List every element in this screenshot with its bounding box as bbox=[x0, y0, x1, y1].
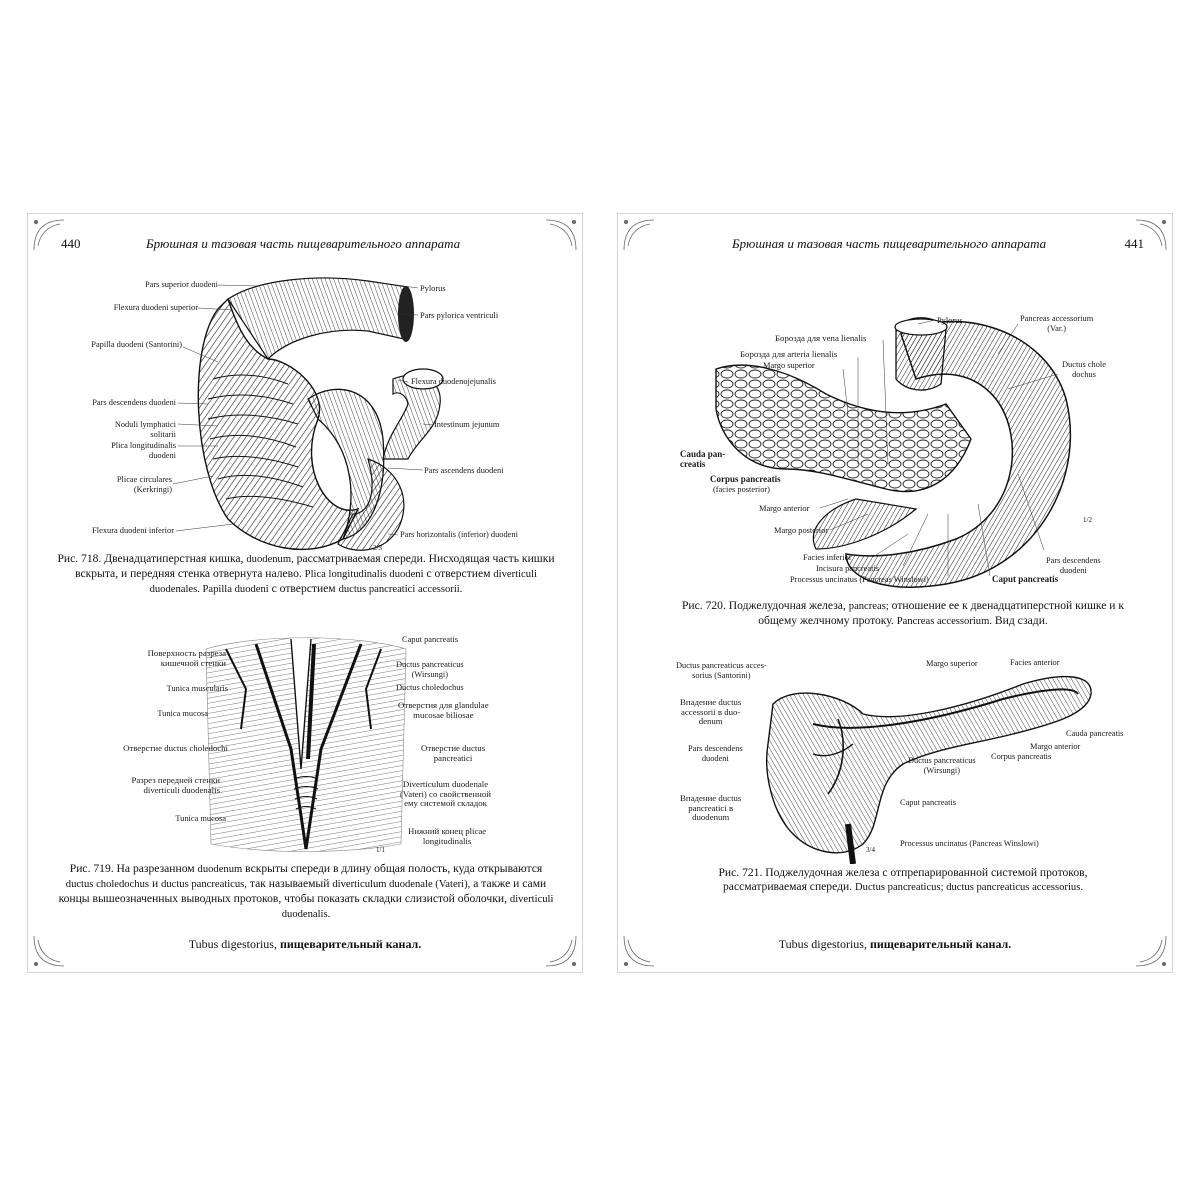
scale-label: 2/3 bbox=[373, 544, 382, 552]
label-poverhnost: Поверхность разреза кишечной стенки bbox=[147, 648, 226, 668]
label-diverticulum-duodenale: Diverticulum duodenale (Vateri) со свойственной ему системой складок bbox=[400, 779, 491, 809]
label-processus-uncinatus: Processus uncinatus (Pancreas Winslowi) bbox=[900, 839, 1039, 848]
label-flexura-duodenojejunalis: Flexura duodenojejunalis bbox=[411, 377, 496, 386]
figure-718-caption: Рис. 718. Двенадцатиперстная кишка, duodenum, рассматриваемая спереди. Нисходящая часть кишки вскрыта, и передняя стенка отвернута налево. Plica longitudinalis duodeni с отверстием diverticuli duodenales. Papilla duodeni с отверстием ductus pancreatici accessorii. bbox=[57, 552, 555, 595]
label-razrez: Разрез передней стенки diverticuli duodenalis bbox=[131, 775, 220, 795]
label-pylorus: Pylorus bbox=[937, 316, 963, 325]
label-margo-anterior: Margo anterior bbox=[1030, 742, 1081, 751]
scale-label: 3/4 bbox=[866, 846, 875, 854]
label-plicae-circulares: Plicae circulares (Kerkringi) bbox=[116, 475, 172, 494]
label-tunica-mucosa-2: Tunica mucosa bbox=[175, 814, 226, 823]
label-ductus-accessorius: Ductus pancreaticus acces- sorius (Santorini) bbox=[676, 661, 767, 680]
page-footer: Tubus digestorius, пищеварительный канал. bbox=[778, 937, 1012, 951]
right-page bbox=[617, 213, 1173, 973]
label-tunica-mucosa: Tunica mucosa bbox=[157, 709, 208, 718]
figure-721-caption: Рис. 721. Поджелудочная железа с отпрепарированной системой протоков, рассматриваемая спереди. Ductus pancreaticus; ductus pancreaticus accessorius. bbox=[718, 866, 1088, 893]
label-ductus-wirsungi: Ductus pancreaticus (Wirsungi) bbox=[908, 756, 976, 775]
label-pars-descendens: Pars descendens duodeni bbox=[688, 744, 743, 763]
label-nizhniy-konec: Нижний конец plicae longitudinalis bbox=[408, 826, 487, 846]
label-borozda-arteria: Борозда для arteria lienalis bbox=[740, 349, 838, 359]
label-pars-ascendens: Pars ascendens duodeni bbox=[424, 466, 504, 475]
page-number: 441 bbox=[1124, 236, 1144, 251]
running-head: Брюшная и тазовая часть пищеварительного аппарата bbox=[146, 236, 461, 251]
page-number: 440 bbox=[61, 236, 81, 251]
label-cauda-pancreatis: Cauda pan- creatis bbox=[680, 449, 726, 469]
label-margo-posterior: Margo posterior bbox=[774, 526, 829, 535]
label-noduli: Noduli lymphatici solitarii bbox=[114, 420, 176, 439]
label-pars-descendens: Pars descendens duodeni bbox=[92, 398, 176, 407]
scale-label: 1/2 bbox=[1083, 516, 1092, 524]
page-footer: Tubus digestorius, пищеварительный канал. bbox=[188, 937, 422, 951]
label-facies-posterior: (facies posterior) bbox=[713, 485, 770, 494]
label-pars-superior: Pars superior duodeni bbox=[144, 280, 218, 289]
label-caput-pancreatis: Caput pancreatis bbox=[402, 635, 459, 644]
label-jejunum: Intestinum jejunum bbox=[434, 420, 500, 429]
label-incisura: Incisura pancreatis bbox=[816, 564, 880, 573]
label-margo-superior: Margo superior bbox=[763, 361, 815, 370]
label-caput-pancreatis: Caput pancreatis bbox=[992, 574, 1059, 584]
scale-label: 1/1 bbox=[376, 846, 385, 854]
label-margo-anterior: Margo anterior bbox=[759, 504, 810, 513]
label-corpus-pancreatis: Corpus pancreatis bbox=[991, 752, 1052, 761]
label-vpadenie-pancreatici: Впадение ductus pancreatici в duodenum bbox=[680, 793, 742, 823]
label-ductus-choledochus: Ductus chole dochus bbox=[1062, 360, 1106, 379]
label-processus-uncinatus: Processus uncinatus (Pancreas Winslowi) bbox=[790, 575, 929, 584]
label-flexura-superior: Flexura duodeni superior bbox=[113, 303, 198, 312]
label-otverstia-glandulae: Отверстия для glandulae mucosae biliosae bbox=[398, 700, 489, 720]
leader-lines bbox=[618, 214, 1173, 594]
label-otverstie-pancreatici: Отверстие ductus pancreatici bbox=[421, 743, 486, 763]
label-ductus-choledochus: Ductus choledochus bbox=[396, 683, 464, 692]
diverticulum-illustration bbox=[196, 629, 416, 854]
running-head: Брюшная и тазовая часть пищеварительного аппарата bbox=[732, 236, 1047, 251]
label-pylorus: Pylorus bbox=[420, 284, 446, 293]
label-plica-longitudinalis: Plica longitudinalis duodeni bbox=[111, 441, 176, 460]
label-flexura-inferior: Flexura duodeni inferior bbox=[92, 526, 174, 535]
label-tunica-muscularis: Tunica muscularis bbox=[166, 684, 228, 693]
label-facies-inferior: Facies inferior bbox=[803, 553, 852, 562]
label-cauda-pancreatis: Cauda pancreatis bbox=[1066, 729, 1124, 738]
label-vpadenie-accessorii: Впадение ductus accessorii в duo- denum bbox=[680, 697, 742, 727]
label-borozda-vena: Борозда для vena lienalis bbox=[775, 333, 867, 343]
label-pars-pylorica: Pars pylorica ventriculi bbox=[420, 311, 499, 320]
left-page bbox=[27, 213, 583, 973]
label-caput-pancreatis: Caput pancreatis bbox=[900, 798, 957, 807]
label-pars-horizontalis: Pars horizontalis (inferior) duodeni bbox=[400, 530, 518, 539]
figure-719-caption: Рис. 719. На разрезанном duodenum вскрыты спереди в длину общая полость, куда открываются ductus choledochus и ductus pancreaticus, так называемый diverticulum duodenale (Vateri), а также и сами концы вышеозначенных выводных протоков, чтобы показать складки слизистой оболочки, diverticuli duodenalis. bbox=[58, 862, 554, 920]
label-facies-anterior: Facies anterior bbox=[1010, 658, 1060, 667]
leader-lines bbox=[28, 214, 583, 544]
label-otverstie-choledochi: Отверстие ductus choledochi bbox=[123, 743, 228, 753]
label-corpus-pancreatis: Corpus pancreatis bbox=[710, 474, 781, 484]
label-ductus-pancreaticus: Ductus pancreaticus (Wirsungi) bbox=[396, 660, 464, 679]
label-margo-superior: Margo superior bbox=[926, 659, 978, 668]
label-pars-descendens: Pars descendens duodeni bbox=[1046, 556, 1101, 575]
label-papilla: Papilla duodeni (Santorini) bbox=[91, 340, 182, 349]
label-pancreas-accessorium: Pancreas accessorium (Var.) bbox=[1020, 314, 1094, 333]
figure-720-caption: Рис. 720. Поджелудочная железа, pancreas; отношение ее к двенадцатиперстной кишке и к общему желчному протоку. Pancreas accessorium. Вид сзади. bbox=[681, 599, 1125, 627]
